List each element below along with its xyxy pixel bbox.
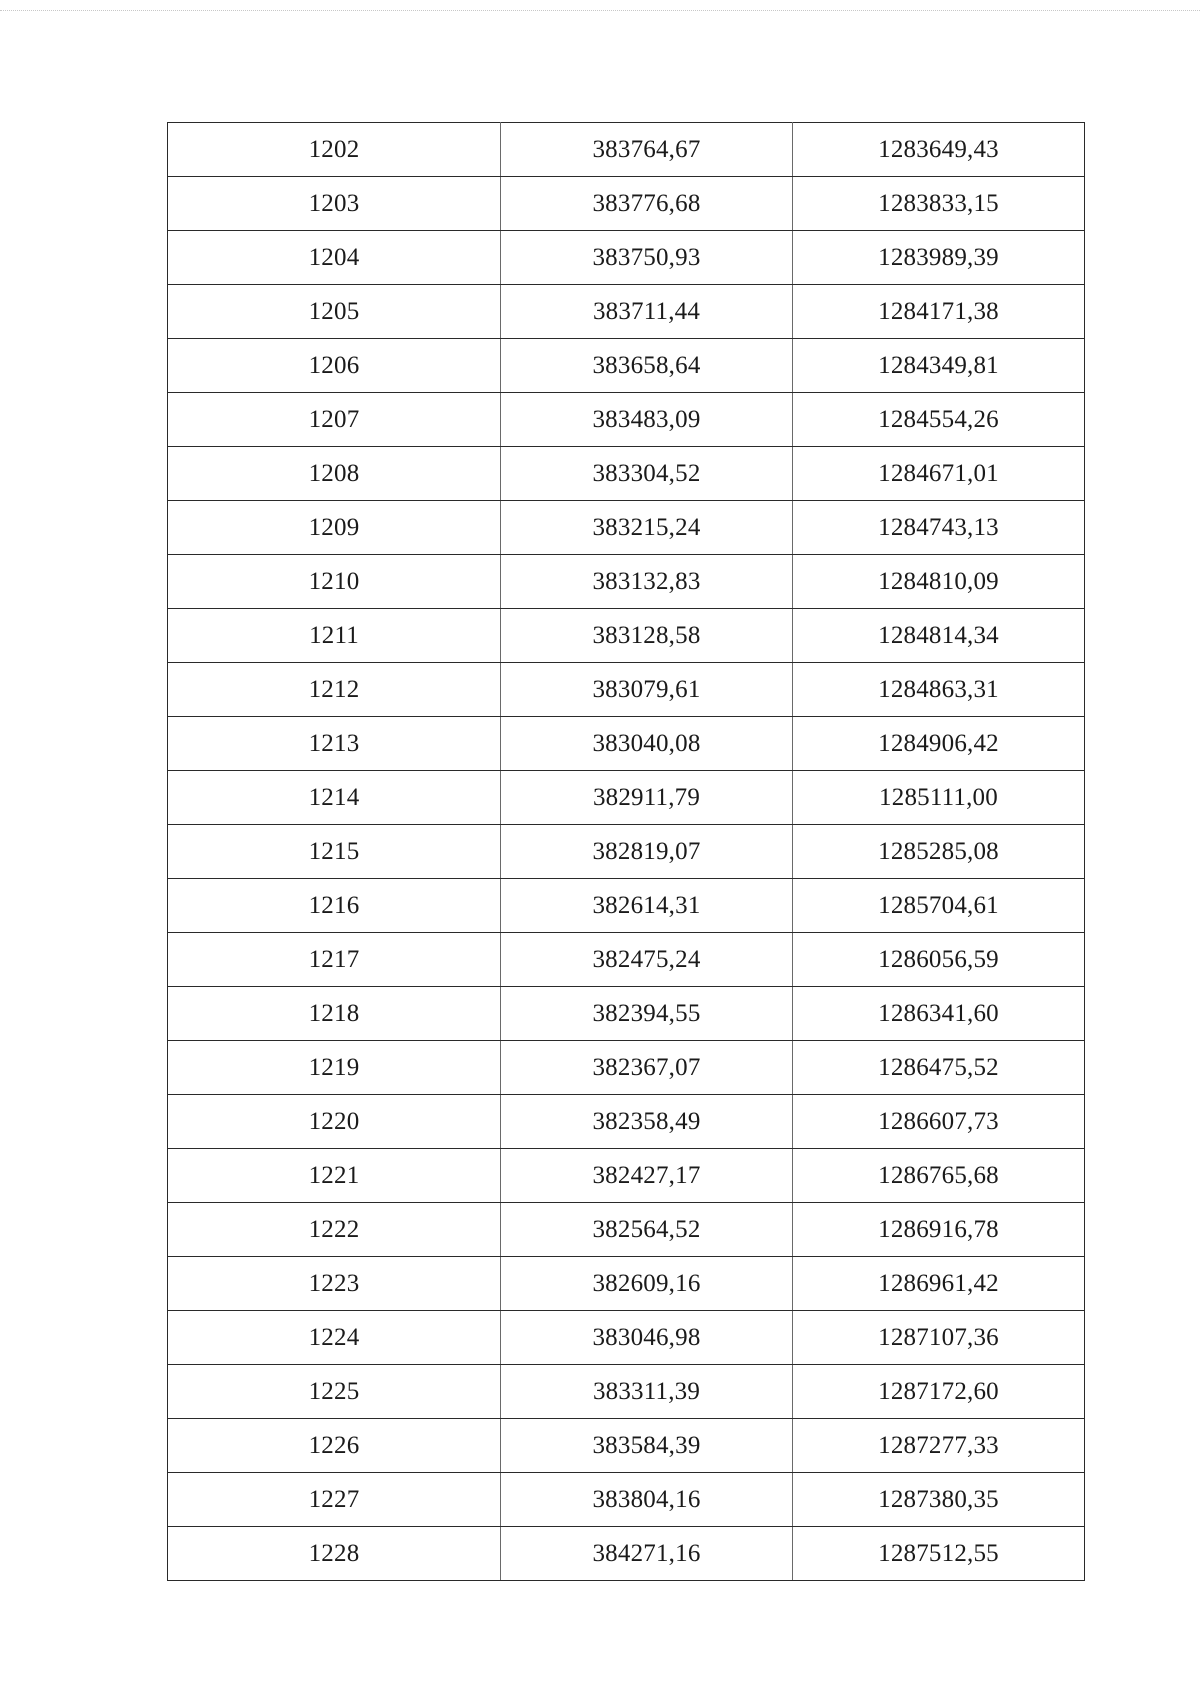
point-number-cell: 1221 <box>168 1149 501 1203</box>
y-coordinate-cell: 1283649,43 <box>793 123 1085 177</box>
x-coordinate-cell: 382609,16 <box>501 1257 793 1311</box>
table-row <box>168 1365 1085 1419</box>
table-row <box>168 1149 1085 1203</box>
table-row <box>168 1419 1085 1473</box>
y-coordinate-cell: 1286056,59 <box>793 933 1085 987</box>
x-coordinate-cell: 383040,08 <box>501 717 793 771</box>
point-number-cell: 1223 <box>168 1257 501 1311</box>
x-coordinate-cell: 383483,09 <box>501 393 793 447</box>
y-coordinate-cell: 1284743,13 <box>793 501 1085 555</box>
y-coordinate-cell: 1284349,81 <box>793 339 1085 393</box>
table-row <box>168 231 1085 285</box>
point-number-cell: 1217 <box>168 933 501 987</box>
point-number-cell: 1216 <box>168 879 501 933</box>
x-coordinate-cell: 383764,67 <box>501 123 793 177</box>
y-coordinate-cell: 1287512,55 <box>793 1527 1085 1581</box>
table-row <box>168 825 1085 879</box>
x-coordinate-cell: 382475,24 <box>501 933 793 987</box>
table-row <box>168 1473 1085 1527</box>
point-number-cell: 1226 <box>168 1419 501 1473</box>
table-row <box>168 1095 1085 1149</box>
table-row <box>168 1041 1085 1095</box>
y-coordinate-cell: 1284810,09 <box>793 555 1085 609</box>
table-row <box>168 933 1085 987</box>
y-coordinate-cell: 1284671,01 <box>793 447 1085 501</box>
x-coordinate-cell: 383750,93 <box>501 231 793 285</box>
point-number-cell: 1209 <box>168 501 501 555</box>
point-number-cell: 1208 <box>168 447 501 501</box>
table-row <box>168 339 1085 393</box>
table-row <box>168 771 1085 825</box>
y-coordinate-cell: 1287277,33 <box>793 1419 1085 1473</box>
point-number-cell: 1219 <box>168 1041 501 1095</box>
point-number-cell: 1207 <box>168 393 501 447</box>
table-row <box>168 1257 1085 1311</box>
table-row <box>168 1203 1085 1257</box>
y-coordinate-cell: 1283989,39 <box>793 231 1085 285</box>
table-row <box>168 609 1085 663</box>
y-coordinate-cell: 1286341,60 <box>793 987 1085 1041</box>
coordinates-table <box>167 122 1085 1581</box>
point-number-cell: 1202 <box>168 123 501 177</box>
point-number-cell: 1213 <box>168 717 501 771</box>
y-coordinate-cell: 1284906,42 <box>793 717 1085 771</box>
table-row <box>168 447 1085 501</box>
point-number-cell: 1206 <box>168 339 501 393</box>
x-coordinate-cell: 383311,39 <box>501 1365 793 1419</box>
table-row <box>168 1527 1085 1581</box>
point-number-cell: 1205 <box>168 285 501 339</box>
x-coordinate-cell: 382394,55 <box>501 987 793 1041</box>
y-coordinate-cell: 1286961,42 <box>793 1257 1085 1311</box>
table-row <box>168 987 1085 1041</box>
table-row <box>168 177 1085 231</box>
x-coordinate-cell: 383804,16 <box>501 1473 793 1527</box>
table-row <box>168 501 1085 555</box>
table-row <box>168 663 1085 717</box>
y-coordinate-cell: 1286607,73 <box>793 1095 1085 1149</box>
point-number-cell: 1204 <box>168 231 501 285</box>
y-coordinate-cell: 1284171,38 <box>793 285 1085 339</box>
point-number-cell: 1222 <box>168 1203 501 1257</box>
y-coordinate-cell: 1286765,68 <box>793 1149 1085 1203</box>
point-number-cell: 1214 <box>168 771 501 825</box>
table-row <box>168 555 1085 609</box>
x-coordinate-cell: 384271,16 <box>501 1527 793 1581</box>
y-coordinate-cell: 1285111,00 <box>793 771 1085 825</box>
x-coordinate-cell: 383711,44 <box>501 285 793 339</box>
table-row <box>168 393 1085 447</box>
y-coordinate-cell: 1284554,26 <box>793 393 1085 447</box>
y-coordinate-cell: 1284814,34 <box>793 609 1085 663</box>
x-coordinate-cell: 383776,68 <box>501 177 793 231</box>
point-number-cell: 1228 <box>168 1527 501 1581</box>
y-coordinate-cell: 1287172,60 <box>793 1365 1085 1419</box>
table-row <box>168 717 1085 771</box>
point-number-cell: 1211 <box>168 609 501 663</box>
x-coordinate-cell: 383215,24 <box>501 501 793 555</box>
x-coordinate-cell: 382564,52 <box>501 1203 793 1257</box>
point-number-cell: 1227 <box>168 1473 501 1527</box>
table-row <box>168 879 1085 933</box>
x-coordinate-cell: 383128,58 <box>501 609 793 663</box>
x-coordinate-cell: 383046,98 <box>501 1311 793 1365</box>
y-coordinate-cell: 1284863,31 <box>793 663 1085 717</box>
table-row <box>168 1311 1085 1365</box>
x-coordinate-cell: 382911,79 <box>501 771 793 825</box>
y-coordinate-cell: 1283833,15 <box>793 177 1085 231</box>
x-coordinate-cell: 383658,64 <box>501 339 793 393</box>
point-number-cell: 1220 <box>168 1095 501 1149</box>
point-number-cell: 1212 <box>168 663 501 717</box>
x-coordinate-cell: 382427,17 <box>501 1149 793 1203</box>
x-coordinate-cell: 383079,61 <box>501 663 793 717</box>
table-row <box>168 285 1085 339</box>
y-coordinate-cell: 1286916,78 <box>793 1203 1085 1257</box>
x-coordinate-cell: 382614,31 <box>501 879 793 933</box>
table-row <box>168 123 1085 177</box>
point-number-cell: 1210 <box>168 555 501 609</box>
y-coordinate-cell: 1287380,35 <box>793 1473 1085 1527</box>
point-number-cell: 1225 <box>168 1365 501 1419</box>
point-number-cell: 1224 <box>168 1311 501 1365</box>
point-number-cell: 1218 <box>168 987 501 1041</box>
y-coordinate-cell: 1287107,36 <box>793 1311 1085 1365</box>
x-coordinate-cell: 383584,39 <box>501 1419 793 1473</box>
x-coordinate-cell: 383304,52 <box>501 447 793 501</box>
point-number-cell: 1203 <box>168 177 501 231</box>
y-coordinate-cell: 1286475,52 <box>793 1041 1085 1095</box>
coordinates-table-body <box>168 123 1085 1581</box>
y-coordinate-cell: 1285285,08 <box>793 825 1085 879</box>
x-coordinate-cell: 383132,83 <box>501 555 793 609</box>
point-number-cell: 1215 <box>168 825 501 879</box>
y-coordinate-cell: 1285704,61 <box>793 879 1085 933</box>
x-coordinate-cell: 382358,49 <box>501 1095 793 1149</box>
x-coordinate-cell: 382367,07 <box>501 1041 793 1095</box>
x-coordinate-cell: 382819,07 <box>501 825 793 879</box>
